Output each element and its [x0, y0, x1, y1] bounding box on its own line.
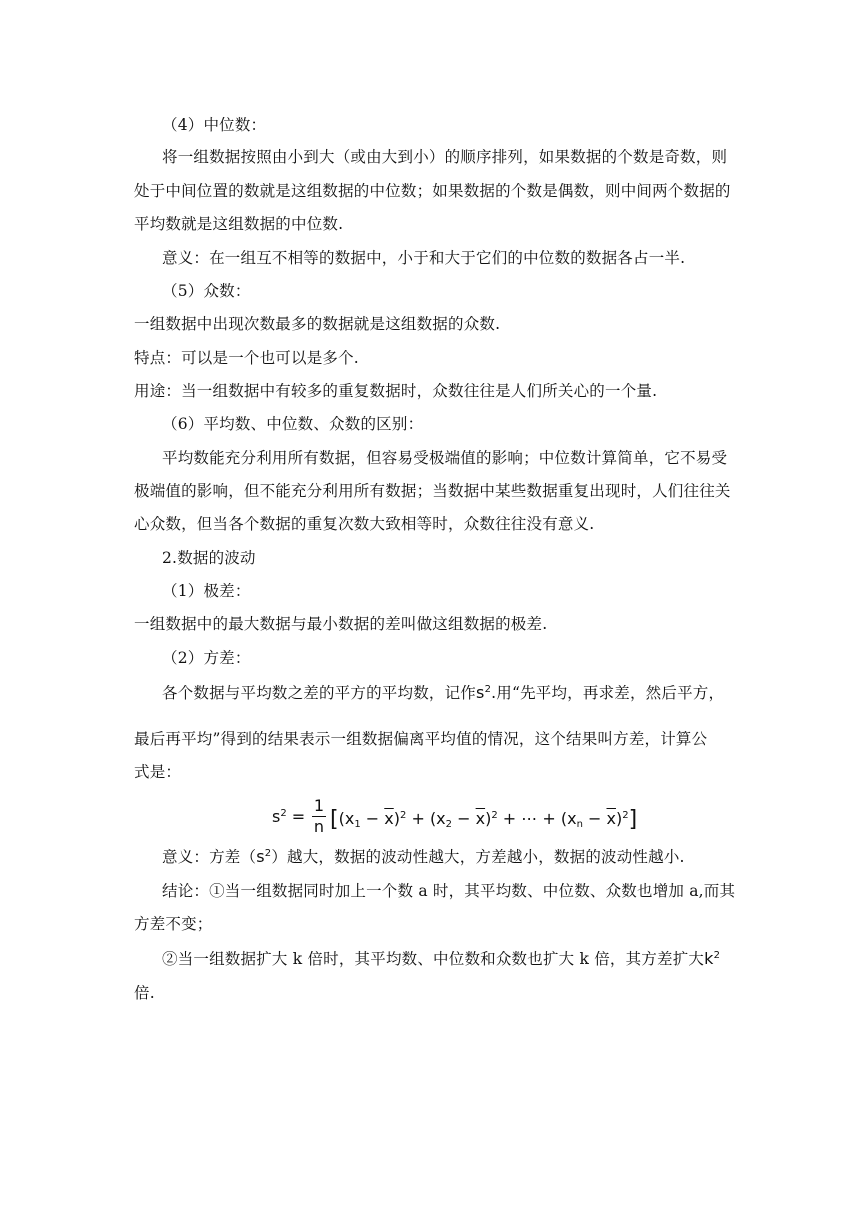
- heading-median: （4）中位数：: [162, 116, 267, 134]
- formula-rhs: [$(x_1 - \overline{x})^2 + (x_2 - \overline{x})^2$ + ⋯ + $(x_n - \overline{x})^2$]: [330, 807, 638, 832]
- heading-mode: （5）众数：: [162, 282, 251, 300]
- paragraph-difference-line2: 极端值的影响，但不能充分利用所有数据；当数据中某些数据重复出现时，人们往往关: [134, 482, 731, 500]
- variance-text-b: .用“先平均，再求差，然后平方，: [491, 684, 725, 702]
- variance-meaning: 意义：方差$(s^2)$越大，数据的波动性越大，方差越小，数据的波动性越小.: [162, 847, 685, 866]
- range-definition: 一组数据中的最大数据与最小数据的差叫做这组数据的极差.: [134, 615, 548, 633]
- conclusion-line2: 方差不变；: [134, 915, 213, 933]
- paragraph-median-line3: 平均数就是这组数据的中位数.: [134, 215, 344, 233]
- variance-definition-line3: 式是：: [134, 763, 182, 781]
- fraction-denominator: n: [313, 817, 325, 836]
- heading-range: （1）极差：: [162, 582, 251, 600]
- formula-fraction: [312, 797, 326, 836]
- fraction-numerator: 1: [313, 796, 325, 815]
- median-meaning: 意义：在一组互不相等的数据中，小于和大于它们的中位数的数据各占一半.: [162, 249, 686, 267]
- variance-definition-line2: 最后再平均”得到的结果表示一组数据偏离平均值的情况，这个结果叫方差，计算公: [134, 730, 708, 748]
- variance-text-a: 各个数据与平均数之差的平方的平均数，记作: [162, 684, 477, 702]
- paragraph-median-line2: 处于中间位置的数就是这组数据的中位数；如果数据的个数是偶数，则中间两个数据的: [134, 182, 731, 200]
- conclusion-line3: ②当一组数据扩大 k 倍时，其平均数、中位数和众数也扩大 k 倍，其方差扩大$k^2$: [162, 949, 721, 968]
- variance-symbol: $s^2$: [476, 683, 492, 702]
- conclusion-line4: 倍.: [134, 984, 155, 1002]
- variance-formula: [272, 796, 638, 837]
- paragraph-median-line1: 将一组数据按照由小到大（或由大到小）的顺序排列，如果数据的个数是奇数，则: [162, 148, 728, 166]
- heading-variance: （2）方差：: [162, 649, 251, 667]
- paragraph-difference-line3: 心众数，但当各个数据的重复次数大致相等时，众数往往没有意义.: [134, 515, 595, 533]
- mode-feature: 特点：可以是一个也可以是多个.: [134, 349, 359, 367]
- paragraph-difference-line1: 平均数能充分利用所有数据，但容易受极端值的影响；中位数计算简单，它不易受: [162, 449, 728, 467]
- variance-definition-line1: [162, 683, 724, 703]
- heading-dispersion: 2.数据的波动: [162, 549, 256, 567]
- mode-definition: 一组数据中出现次数最多的数据就是这组数据的众数.: [134, 315, 501, 333]
- conclusion-line1: 结论：①当一组数据同时加上一个数 a 时，其平均数、中位数、众数也增加 a,而其: [162, 882, 736, 900]
- heading-difference: （6）平均数、中位数、众数的区别：: [162, 415, 424, 433]
- formula-lhs: $s^2$ =: [272, 807, 306, 826]
- mode-usage: 用途：当一组数据中有较多的重复数据时，众数往往是人们所关心的一个量.: [134, 382, 658, 400]
